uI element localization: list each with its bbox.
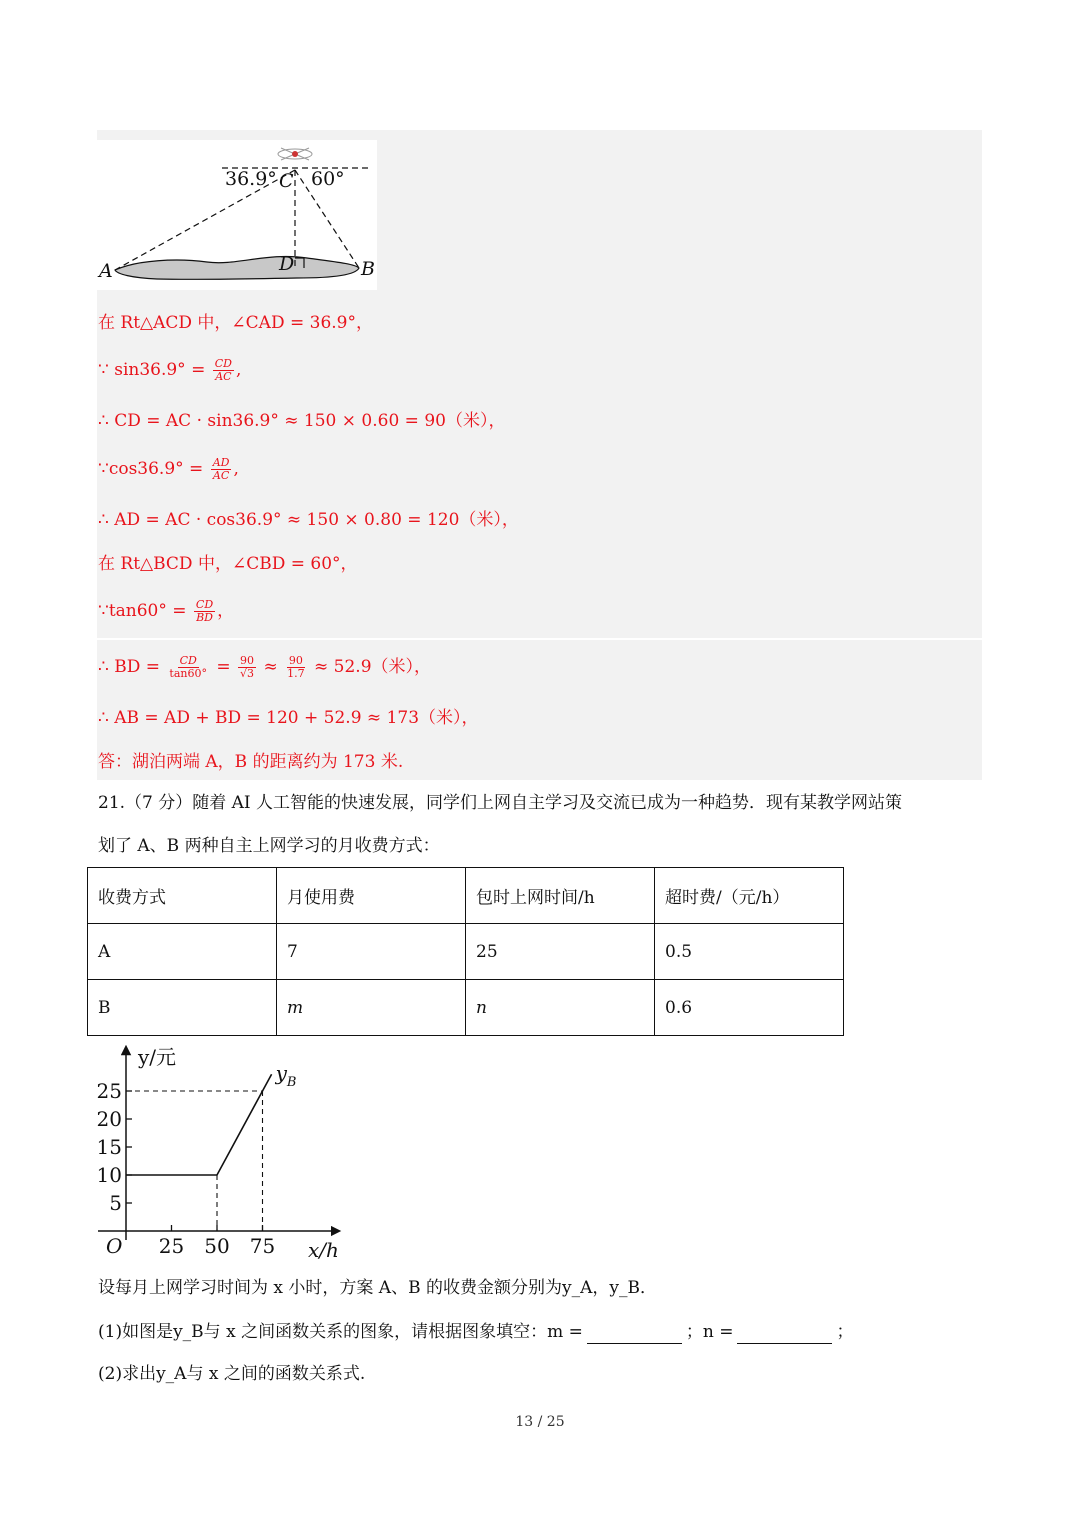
table-row <box>88 924 844 980</box>
y-tick-label: 10 <box>96 1163 122 1187</box>
y-tick-label: 15 <box>96 1135 122 1159</box>
table-cell: A <box>88 924 277 980</box>
fee-table <box>87 867 844 1036</box>
x-tick-label: 25 <box>158 1234 185 1258</box>
solution-answer: 答：湖泊两端 A，B 的距离约为 173 米. <box>98 752 404 772</box>
lake-diagram <box>97 140 377 290</box>
table-row <box>88 980 844 1036</box>
question-description <box>98 1276 657 1300</box>
solution-line-3: ∴ CD = AC · sin36.9° ≈ 150 × 0.60 = 90（米）， <box>98 411 506 431</box>
y-axis-label: y/元 <box>138 1045 177 1069</box>
table-header-cell: 包时上网时间/h <box>466 868 655 924</box>
label-b: B <box>361 258 375 280</box>
answer-blank-n[interactable] <box>737 1325 832 1344</box>
table-cell: 7 <box>277 924 466 980</box>
fraction-90-sqrt3: $\frac{90}{√3}$ <box>240 654 255 680</box>
table-cell: n <box>466 980 655 1036</box>
table-cell: 0.6 <box>655 980 844 1036</box>
fraction-ad-ac: $\frac{AD}{AC}$ <box>212 456 230 482</box>
answer-blank-m[interactable] <box>587 1325 682 1344</box>
question-part-1: (1)如图是y_B与 x 之间函数关系的图象，请根据图象填空：m = ；n = ； <box>98 1322 854 1342</box>
solution-line-8: ∴ BD = $\frac{CD}{\tan 60^\circ}$ = $\frac{90}{√3}$ ≈ $\frac{90}{1.7}$ ≈ 52.9（米）， <box>98 654 432 680</box>
table-cell: 0.5 <box>655 924 844 980</box>
label-a: A <box>99 260 113 282</box>
x-axis-label: x/h <box>308 1238 339 1262</box>
table-header-cell: 收费方式 <box>88 868 277 924</box>
y-tick-label: 20 <box>96 1107 122 1131</box>
label-angle-right: 60° <box>311 168 345 190</box>
solution-line-4: ∵cos36.9° = $\frac{AD}{AC}$ , <box>98 456 239 482</box>
table-header-cell: 超时费/（元/h） <box>655 868 844 924</box>
solution-line-6: 在 Rt△BCD 中，∠CBD = 60°， <box>98 554 358 574</box>
origin-label: O <box>106 1234 123 1258</box>
question-line-1: 21.（7 分）随着 AI 人工智能的快速发展，同学们上网自主学习及交流已成为一种趋势．现有某教学网站策 <box>98 793 903 813</box>
series-label-yb: $y_B$ <box>275 1061 297 1091</box>
yb-function-chart <box>90 1040 360 1270</box>
solution-line-2: ∵ sin36.9° = $\frac{CD}{AC}$ , <box>98 357 242 383</box>
fraction-cd-bd: $\frac{CD}{BD}$ <box>195 598 214 624</box>
table-cell: 25 <box>466 924 655 980</box>
x-tick-label: 50 <box>204 1234 230 1258</box>
fraction-cd-tan60: $\frac{CD}{\tan 60^\circ}$ <box>169 654 207 680</box>
x-tick-label: 75 <box>249 1234 276 1258</box>
y-tick-label: 5 <box>109 1191 122 1215</box>
y-tick-label: 25 <box>96 1079 122 1103</box>
solution-line-7: ∵tan60° = $\frac{CD}{BD}$ ， <box>98 598 235 624</box>
series-yb-line <box>126 1074 272 1175</box>
question-line-2: 划了 A、B 两种自主上网学习的月收费方式： <box>98 836 440 856</box>
label-d: D <box>279 253 295 275</box>
page-number: 13 / 25 <box>515 1414 565 1430</box>
table-header-row <box>88 868 844 924</box>
table-cell: m <box>277 980 466 1036</box>
question-part-2: (2)求出y_A与 x 之间的函数关系式. <box>98 1364 366 1384</box>
table-header-cell: 月使用费 <box>277 868 466 924</box>
solution-line-1: 在 Rt△ACD 中，∠CAD = 36.9°， <box>98 313 373 333</box>
solution-line-9: ∴ AB = AD + BD = 120 + 52.9 ≈ 173（米）， <box>98 708 479 728</box>
label-angle-left: 36.9° <box>225 168 277 190</box>
question-description-text: 设每月上网学习时间为 x 小时，方案 A、B 的收费金额分别为y_A，y_B． <box>98 1278 657 1298</box>
solution-line-5: ∴ AD = AC · cos36.9° ≈ 150 × 0.80 = 120（米）， <box>98 510 519 530</box>
fraction-90-1.7: $\frac{90}{1.7}$ <box>287 654 305 680</box>
label-c: C <box>279 170 294 192</box>
table-cell: B <box>88 980 277 1036</box>
fraction-cd-ac: $\frac{CD}{AC}$ <box>214 357 232 383</box>
